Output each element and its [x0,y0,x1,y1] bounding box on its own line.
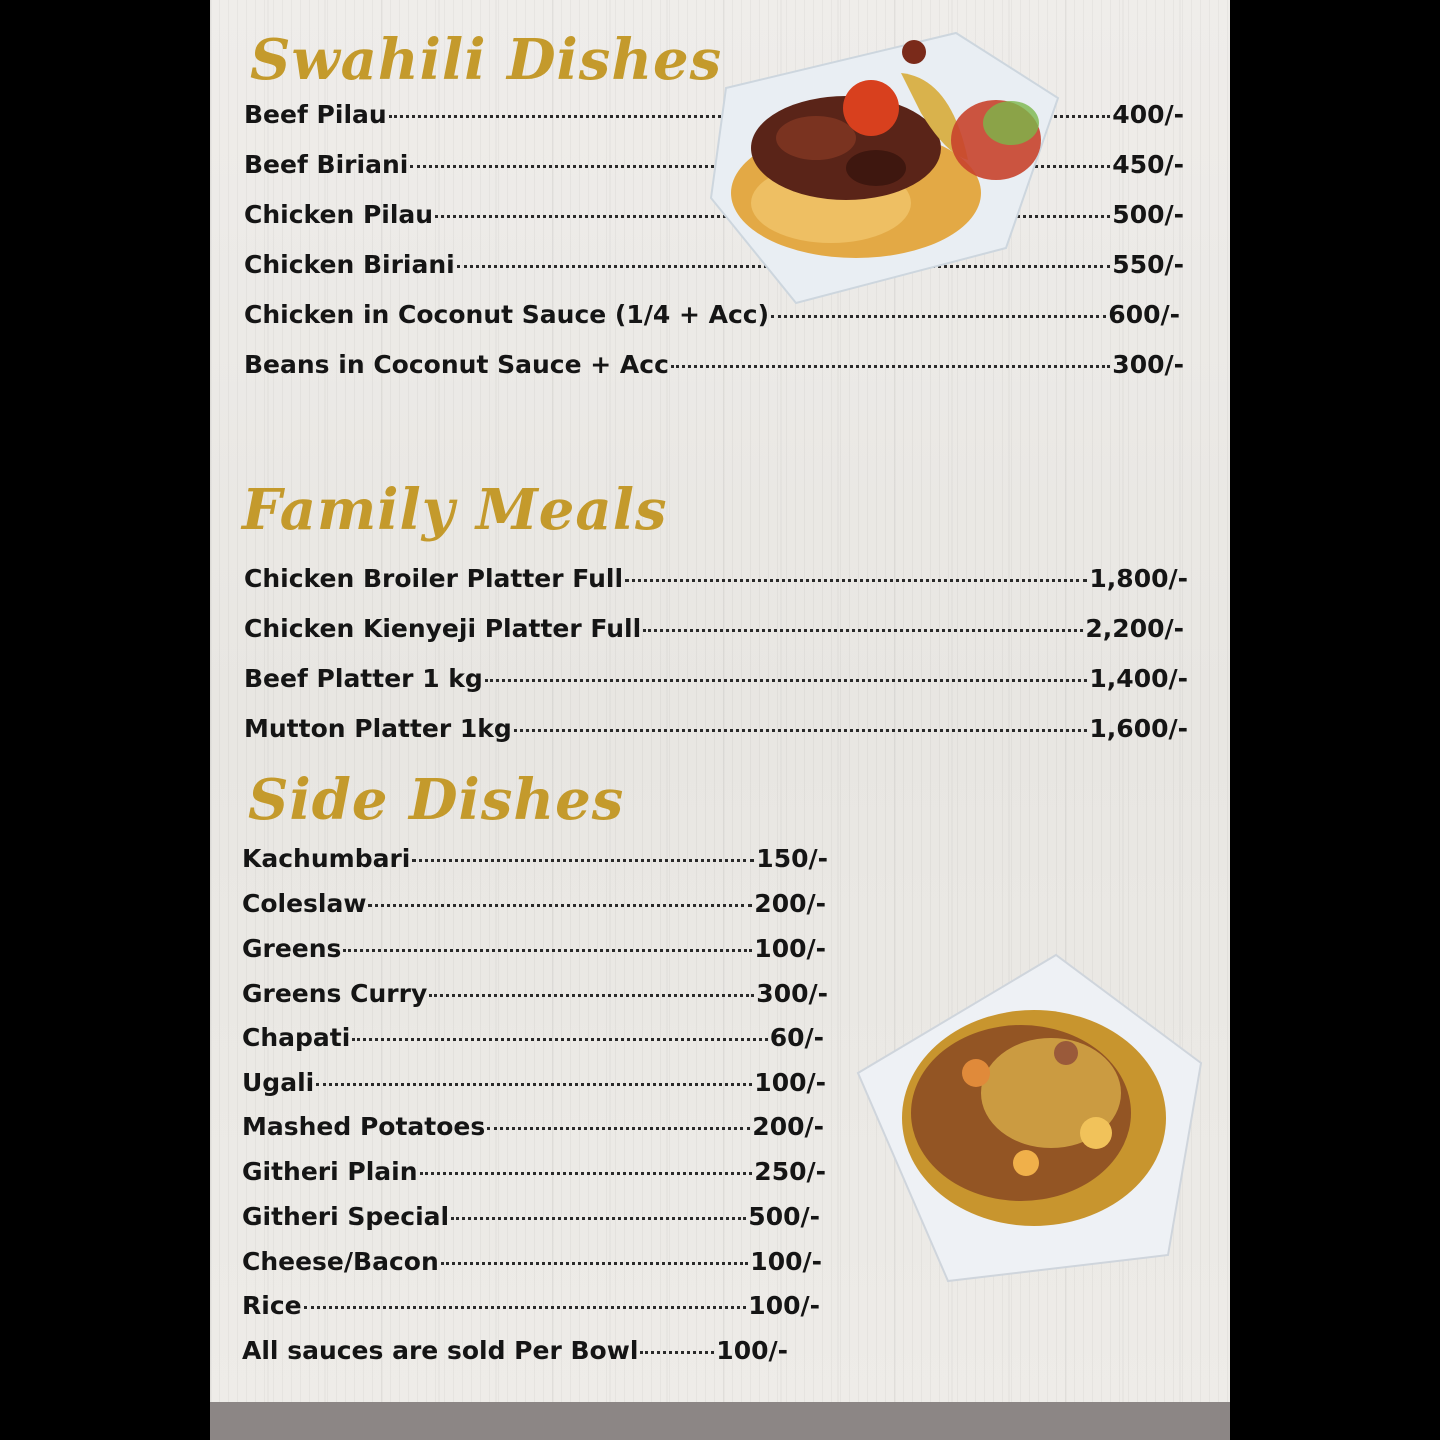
dot-leader [304,1306,747,1309]
dot-leader [671,365,1110,368]
dot-leader [441,1262,749,1265]
item-name: Mutton Platter 1kg [244,714,512,743]
menu-item [244,566,1188,591]
item-name: Chicken Broiler Platter Full [244,564,624,593]
item-name: Rice [242,1291,302,1320]
item-price: 500/- [1112,200,1184,229]
dot-leader [771,315,1106,318]
item-name: Beans in Coconut Sauce + Acc [244,350,669,379]
dot-leader [352,1038,767,1041]
item-name: All sauces are sold Per Bowl [242,1336,639,1365]
menu-item [242,891,826,916]
dot-leader [451,1217,746,1220]
dot-leader [643,629,1083,632]
item-price: 200/- [754,889,826,918]
menu-item [242,846,828,871]
item-name: Coleslaw [242,889,367,918]
item-price: 100/- [754,1068,826,1097]
item-name: Beef Platter 1 kg [244,664,483,693]
dot-leader [368,904,752,907]
dot-leader [625,579,1087,582]
menu-page [210,0,1230,1440]
item-price: 1,400/- [1089,664,1188,693]
dot-leader [316,1083,752,1086]
menu-item [242,1070,826,1095]
menu-item [242,936,826,961]
item-price: 150/- [756,844,828,873]
pilau-plate-icon [706,28,1072,308]
dot-leader [420,1172,753,1175]
item-price: 200/- [752,1112,824,1141]
item-price: 300/- [756,979,828,1008]
item-name: Greens Curry [242,979,428,1008]
side-dishes-heading: Side Dishes [248,767,625,833]
dot-leader [514,729,1088,732]
item-name: Chicken Pilau [244,200,434,229]
family-meals-heading: Family Meals [242,477,668,543]
item-price: 60/- [769,1023,824,1052]
item-price: 600/- [1108,300,1180,329]
item-name: Chicken Kienyeji Platter Full [244,614,642,643]
item-name: Mashed Potatoes [242,1112,486,1141]
item-price: 550/- [1112,250,1184,279]
item-name: Githeri Special [242,1202,450,1231]
item-price: 300/- [1112,350,1184,379]
item-name: Cheese/Bacon [242,1247,439,1276]
menu-item [244,716,1188,741]
item-name: Greens [242,934,342,963]
menu-item [242,1338,788,1363]
menu-item [242,1025,824,1050]
menu-item [242,1293,820,1318]
swahili-dishes-heading: Swahili Dishes [250,27,723,93]
item-name: Chicken Biriani [244,250,455,279]
githeri-plate-icon [856,953,1206,1283]
item-price: 100/- [754,934,826,963]
item-name: Chicken in Coconut Sauce (1/4 + Acc) [244,300,770,329]
menu-item [244,666,1188,691]
item-price: 100/- [750,1247,822,1276]
dot-leader [412,859,754,862]
dot-leader [485,679,1088,682]
menu-item [244,616,1184,641]
item-name: Githeri Plain [242,1157,418,1186]
item-price: 250/- [754,1157,826,1186]
item-price: 2,200/- [1085,614,1184,643]
item-price: 500/- [748,1202,820,1231]
item-name: Chapati [242,1023,351,1052]
menu-item [242,1249,822,1274]
menu-item [242,1159,826,1184]
item-price: 1,800/- [1089,564,1188,593]
item-name: Beef Biriani [244,150,409,179]
item-price: 1,600/- [1089,714,1188,743]
dot-leader [429,994,754,997]
item-price: 400/- [1112,100,1184,129]
menu-item [242,1114,824,1139]
dot-leader [640,1351,714,1354]
item-name: Ugali [242,1068,315,1097]
footer-strip [210,1402,1230,1440]
menu-item [242,981,828,1006]
menu-item [244,352,1184,377]
dot-leader [343,949,752,952]
dot-leader [487,1127,750,1130]
item-price: 100/- [748,1291,820,1320]
item-price: 100/- [716,1336,788,1365]
item-price: 450/- [1112,150,1184,179]
item-name: Beef Pilau [244,100,387,129]
menu-item [242,1204,820,1229]
item-name: Kachumbari [242,844,411,873]
